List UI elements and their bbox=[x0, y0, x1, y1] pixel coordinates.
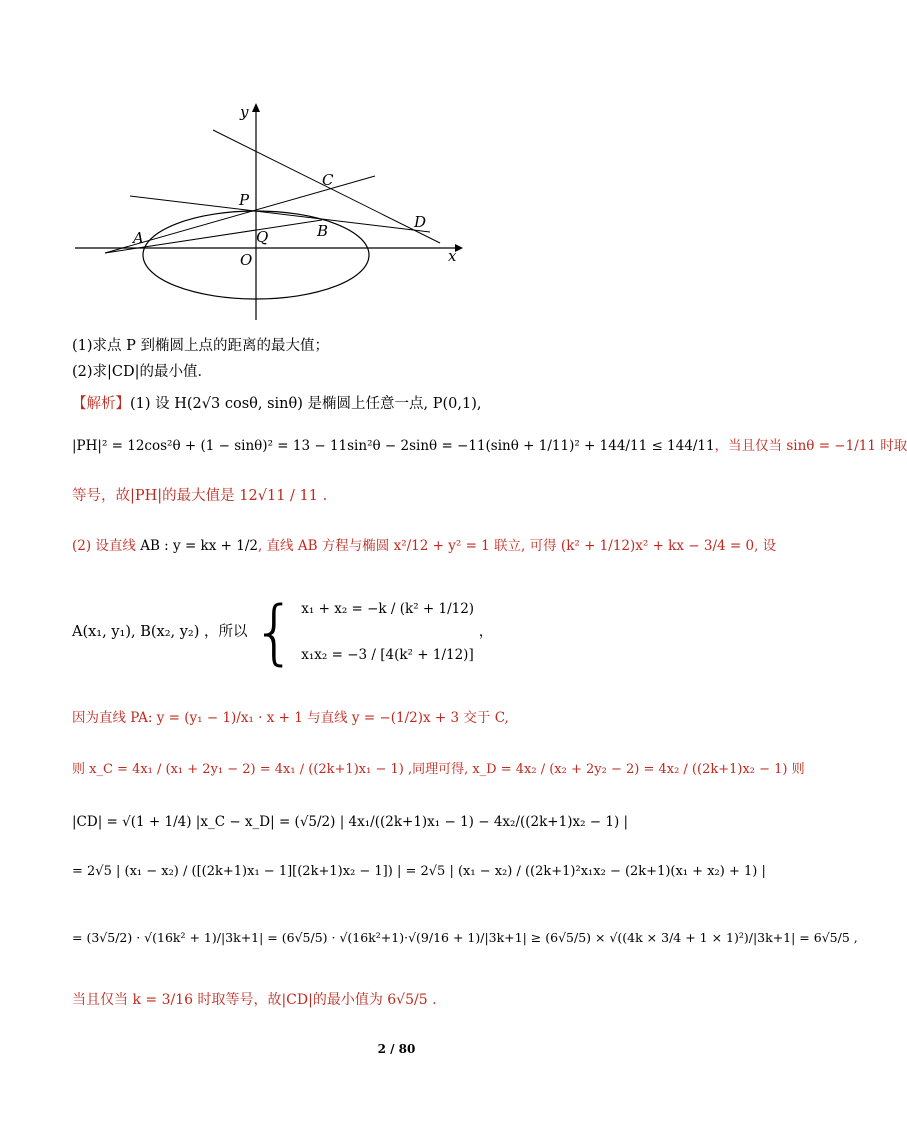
solution-2-line-ab: AB : y = kx + 1/2 bbox=[140, 538, 258, 554]
solution-1-conclusion: 等号，故|PH|的最大值是 12√11 / 11 . bbox=[72, 488, 328, 504]
solution-2-xc-xd: 则 x_C = 4x₁ / (x₁ + 2y₁ − 2) = 4x₁ / ((2k+1)x₁ − 1) ,同理可得, x_D = 4x₂ / (x₂ + 2y₂ − 2) = 4x₂ / ((2k+1)x₂ − 1) 则 bbox=[72, 762, 805, 777]
vieta-tail: ， bbox=[478, 624, 494, 640]
label-y: y bbox=[240, 103, 249, 121]
line-AC bbox=[105, 176, 375, 253]
label-O: O bbox=[240, 251, 253, 269]
label-Q: Q bbox=[256, 228, 269, 246]
label-A: A bbox=[133, 229, 144, 247]
solution-2-conclusion: 当且仅当 k = 3/16 时取等号，故|CD|的最小值为 6√5/5 . bbox=[72, 992, 437, 1008]
solution-2-setup-prefix: (2) 设直线 bbox=[72, 538, 141, 554]
solution-2-cd-simplify: = 2√5 | (x₁ − x₂) / ([(2k+1)x₁ − 1][(2k+1)x₂ − 1]) | = 2√5 | (x₁ − x₂) / ((2k+1)²x₁x₂ − (2k+1)(x₁ + x₂) + 1) | bbox=[72, 864, 766, 879]
solution-2-setup-rest: , 直线 AB 方程与椭圆 x²/12 + y² = 1 联立, 可得 (k² + 1/12)x² + kx − 3/4 = 0, 设 bbox=[257, 538, 777, 554]
solution-2-line-setup bbox=[72, 536, 776, 556]
solution-1-intro bbox=[72, 394, 481, 414]
ellipse-figure bbox=[60, 95, 480, 330]
solution-2-cd-bound: = (3√5/2) · √(16k² + 1)/|3k+1| = (6√5/5) · √(16k²+1)·√(9/16 + 1)/|3k+1| ≥ (6√5/5) × √((4k × 3/4 + 1 × 1)²)/|3k+1| = 6√5/5 , bbox=[72, 930, 858, 945]
label-P: P bbox=[239, 191, 250, 209]
solution-2-line-pa: 因为直线 PA: y = (y₁ − 1)/x₁ · x + 1 与直线 y = −(1/2)x + 3 交于 C, bbox=[72, 710, 509, 726]
solution-1-distance bbox=[72, 436, 907, 456]
label-D: D bbox=[414, 213, 427, 231]
solution-2-points: A(x₁, y₁), B(x₂, y₂) ，所以 bbox=[72, 624, 248, 640]
vieta-sum: x₁ + x₂ = −k / (k² + 1/12) bbox=[301, 601, 475, 617]
y-axis-arrow bbox=[252, 103, 260, 112]
question-1: (1)求点 P 到椭圆上点的距离的最大值； bbox=[72, 338, 330, 354]
solution-2-cd-expr: |CD| = √(1 + 1/4) |x_C − x_D| = (√5/2) | 4x₁/((2k+1)x₁ − 1) − 4x₂/((2k+1)x₂ − 1) | bbox=[72, 814, 629, 830]
solution-1-distance-expr: |PH|² = 12cos²θ + (1 − sinθ)² = 13 − 11sin²θ − 2sinθ = −11(sinθ + 1/11)² + 144/11 ≤ 144/11 bbox=[72, 438, 715, 454]
vieta-product: x₁x₂ = −3 / [4(k² + 1/12)] bbox=[301, 647, 474, 663]
page-number: 2 / 80 bbox=[377, 1042, 416, 1056]
brace-icon: { bbox=[252, 591, 297, 673]
label-C: C bbox=[322, 171, 334, 189]
label-B: B bbox=[317, 222, 329, 240]
solution-2-vieta bbox=[72, 582, 493, 682]
solution-1-equality-condition: ，当且仅当 sinθ = −1/11 时取 bbox=[714, 438, 907, 454]
solution-1-setup: (1) 设 H(2√3 cosθ, sinθ) 是椭圆上任意一点, P(0,1), bbox=[130, 396, 482, 412]
label-x: x bbox=[448, 247, 457, 265]
question-2: (2)求|CD|的最小值． bbox=[72, 364, 213, 380]
analysis-header: 【解析】 bbox=[72, 396, 130, 412]
